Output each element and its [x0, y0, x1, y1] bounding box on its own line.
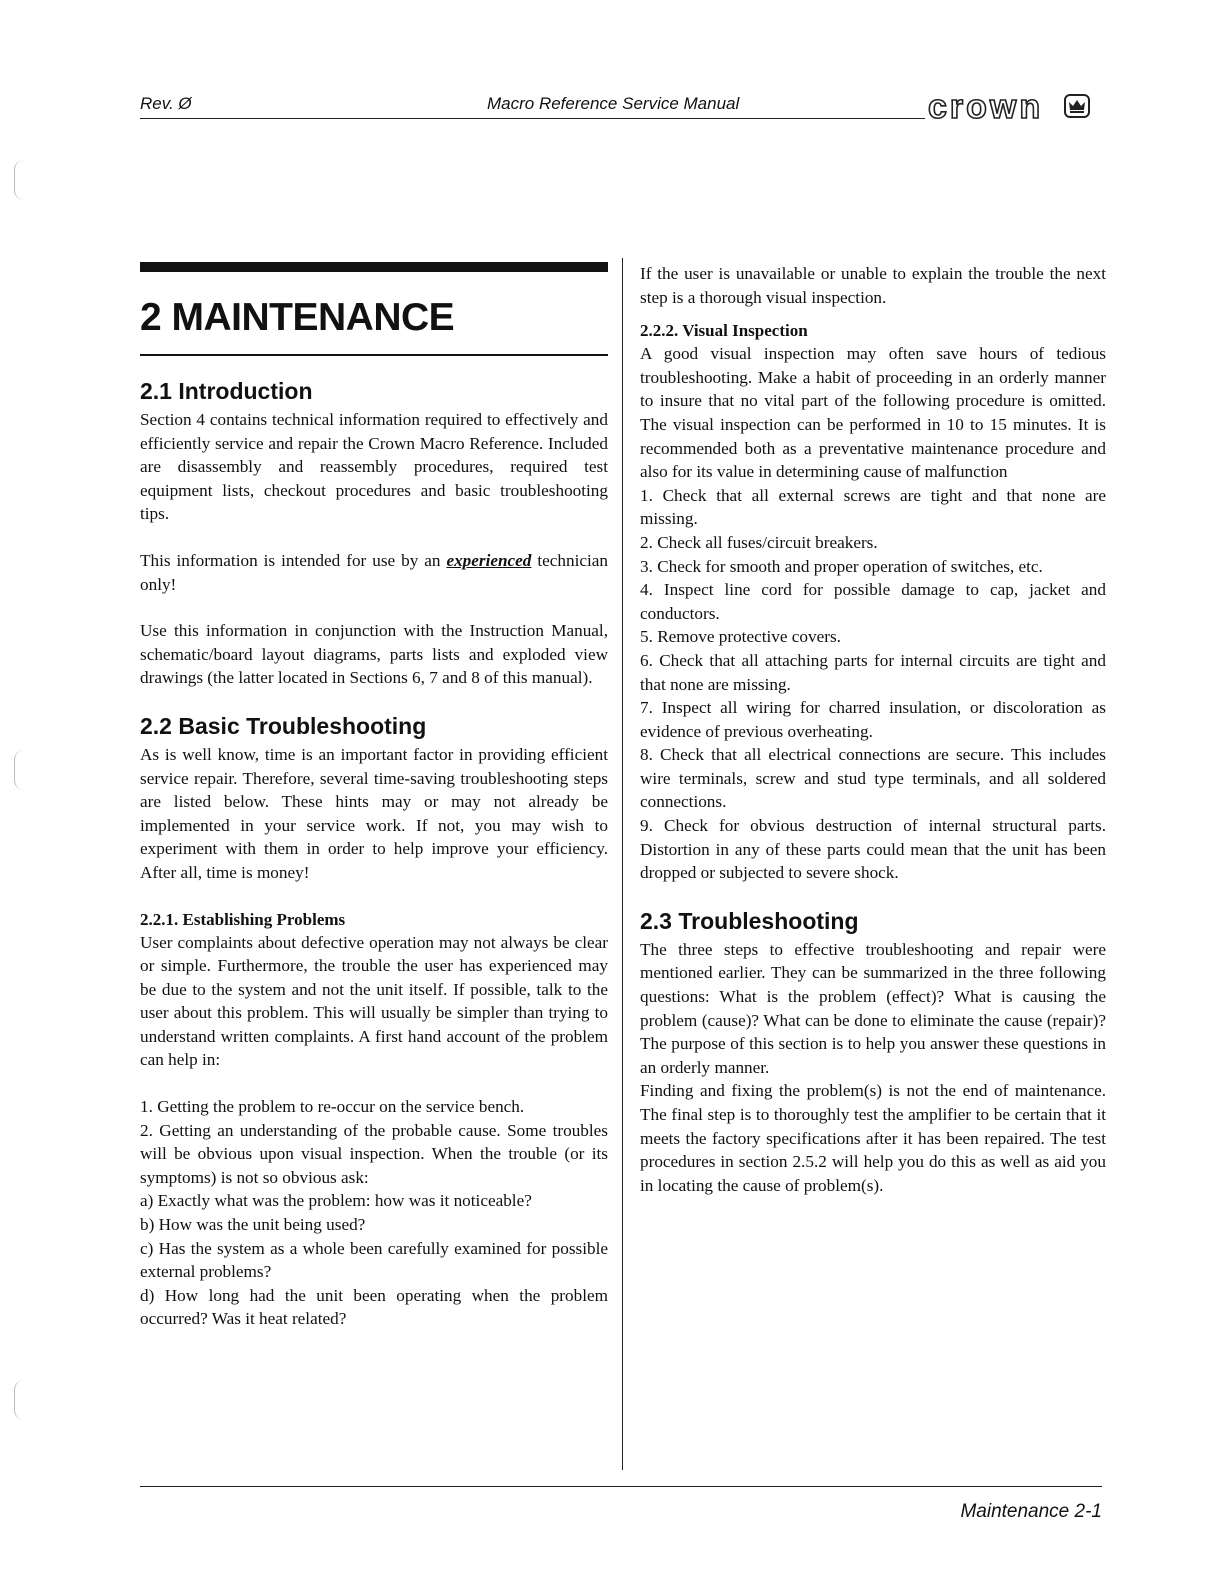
- list-item: 2. Getting an understanding of the probable cause. Some troubles will be obvious upon visual inspection. When the trouble (or its symptoms) is not so obvious ask:: [140, 1120, 608, 1187]
- page-header: [140, 88, 1102, 126]
- list-item: a) Exactly what was the problem: how was it noticeable?: [140, 1191, 532, 1211]
- list-item: 2. Check all fuses/circuit breakers.: [640, 532, 878, 552]
- page-number: Maintenance 2-1: [960, 1501, 1102, 1522]
- intro-p2-text-end: technician only!: [140, 550, 608, 594]
- scan-edge-mark: [14, 750, 25, 790]
- chapter-title: 2 MAINTENANCE: [140, 296, 455, 339]
- column-divider: [622, 258, 623, 1470]
- establishing-problems-paragraph: User complaints about defective operation may not always be clear or simple. Furthermore, the trouble the user has experienced may be due to the system and not the unit itself. If possible, talk to the user about this problem. This will usually be simpler than trying to understand written complaints. A first hand account of the problem can help in:: [140, 932, 608, 1070]
- list-item: 1. Getting the problem to re-occur on the service bench.: [140, 1097, 525, 1117]
- finding-fixing-paragraph: Finding and fixing the problem(s) is not the end of maintenance. The final step is to thoroughly test the amplifier to be certain that it meets the factory specifications after it has been repaired. The test procedures in section 2.5.2 will help you do this as well as aid you in locating the cause of problem(s).: [640, 1081, 1106, 1195]
- intro-paragraph-1: Section 4 contains technical information required to effectively and efficiently service and repair the Crown Macro Reference. Included are disassembly and reassembly procedures, required test equipment lists, checkout procedures and basic troubleshooting tips.: [140, 410, 608, 524]
- header-rule: [140, 118, 925, 119]
- right-column: [640, 262, 1106, 1197]
- intro-paragraph-2: [140, 549, 608, 596]
- list-item: 4. Inspect line cord for possible damage to cap, jacket and conductors.: [640, 580, 1106, 623]
- subsection-2-2-2-heading: 2.2.2. Visual Inspection: [640, 321, 808, 341]
- list-item: 8. Check that all electrical connections are secure. This includes wire terminals, screw and stud type terminals, and all soldered connections.: [640, 745, 1106, 812]
- chapter-top-bar: [140, 262, 608, 272]
- section-2-1-heading: 2.1 Introduction: [140, 378, 313, 404]
- list-item: d) How long had the unit been operating when the problem occurred? Was it heat related?: [140, 1285, 608, 1329]
- visual-inspection-paragraph: A good visual inspection may often save hours of tedious troubleshooting. Make a habit of proceeding in an orderly manner to insure that no vital part of the following procedure is omitted. The visual inspection can be performed in 10 to 15 minutes. It is recommended both as a preventative maintenance procedure and also for its value in determining cause of malfunction: [640, 344, 1106, 482]
- list-item: b) How was the unit being used?: [140, 1215, 366, 1235]
- crown-logo: crown: [928, 88, 1044, 126]
- crown-emblem-icon: [1064, 94, 1090, 118]
- scan-edge-mark: [14, 1380, 25, 1420]
- chapter-rule: [140, 354, 608, 356]
- troubleshooting-paragraph: As is well know, time is an important factor in providing efficient service repair. Therefore, several time-saving troubleshooting steps are listed below. These hints may or may not already be implemented in your service work. If not, you may wish to experiment with them in order to help improve your efficiency. After all, time is money!: [140, 744, 608, 882]
- experienced-emphasis: experienced: [446, 550, 532, 570]
- footer-rule: [140, 1486, 1102, 1487]
- list-item: 6. Check that all attaching parts for internal circuits are tight and that none are missing.: [640, 650, 1106, 694]
- scan-edge-mark: [14, 160, 25, 200]
- revision-label: Rev. Ø: [140, 94, 192, 113]
- list-item: 7. Inspect all wiring for charred insulation, or discoloration as evidence of previous overheating.: [640, 698, 1106, 741]
- list-item: 5. Remove protective covers.: [640, 627, 841, 647]
- troubleshooting-steps-paragraph: The three steps to effective troubleshooting and repair were mentioned earlier. They can be summarized in the three following questions: What is the problem (effect)? What is causing the problem (cause)? What can be done to eliminate the cause (repair)? The purpose of this section is to help you answer these questions in an orderly manner.: [640, 939, 1106, 1077]
- subsection-2-2-1-heading: 2.2.1. Establishing Problems: [140, 909, 346, 929]
- list-item: 3. Check for smooth and proper operation of switches, etc.: [640, 556, 1043, 576]
- left-column: [140, 262, 608, 1331]
- intro-p2-text: This information is intended for use by an: [140, 550, 447, 570]
- section-2-2-heading: 2.2 Basic Troubleshooting: [140, 712, 427, 739]
- intro-paragraph-3: Use this information in conjunction with the Instruction Manual, schematic/board layout diagrams, parts lists and exploded view drawings (the latter located in Sections 6, 7 and 8 of this manual).: [140, 621, 608, 688]
- manual-title: Macro Reference Service Manual: [487, 94, 740, 113]
- section-2-3-heading: 2.3 Troubleshooting: [640, 907, 859, 934]
- list-item: c) Has the system as a whole been carefully examined for possible external problems?: [140, 1238, 608, 1282]
- user-unavailable-paragraph: If the user is unavailable or unable to explain the trouble the next step is a thorough visual inspection.: [640, 264, 1106, 307]
- list-item: 9. Check for obvious destruction of internal structural parts. Distortion in any of these parts could mean that the unit has been dropped or subjected to severe shock.: [640, 816, 1106, 883]
- list-item: 1. Check that all external screws are tight and that none are missing.: [640, 485, 1106, 529]
